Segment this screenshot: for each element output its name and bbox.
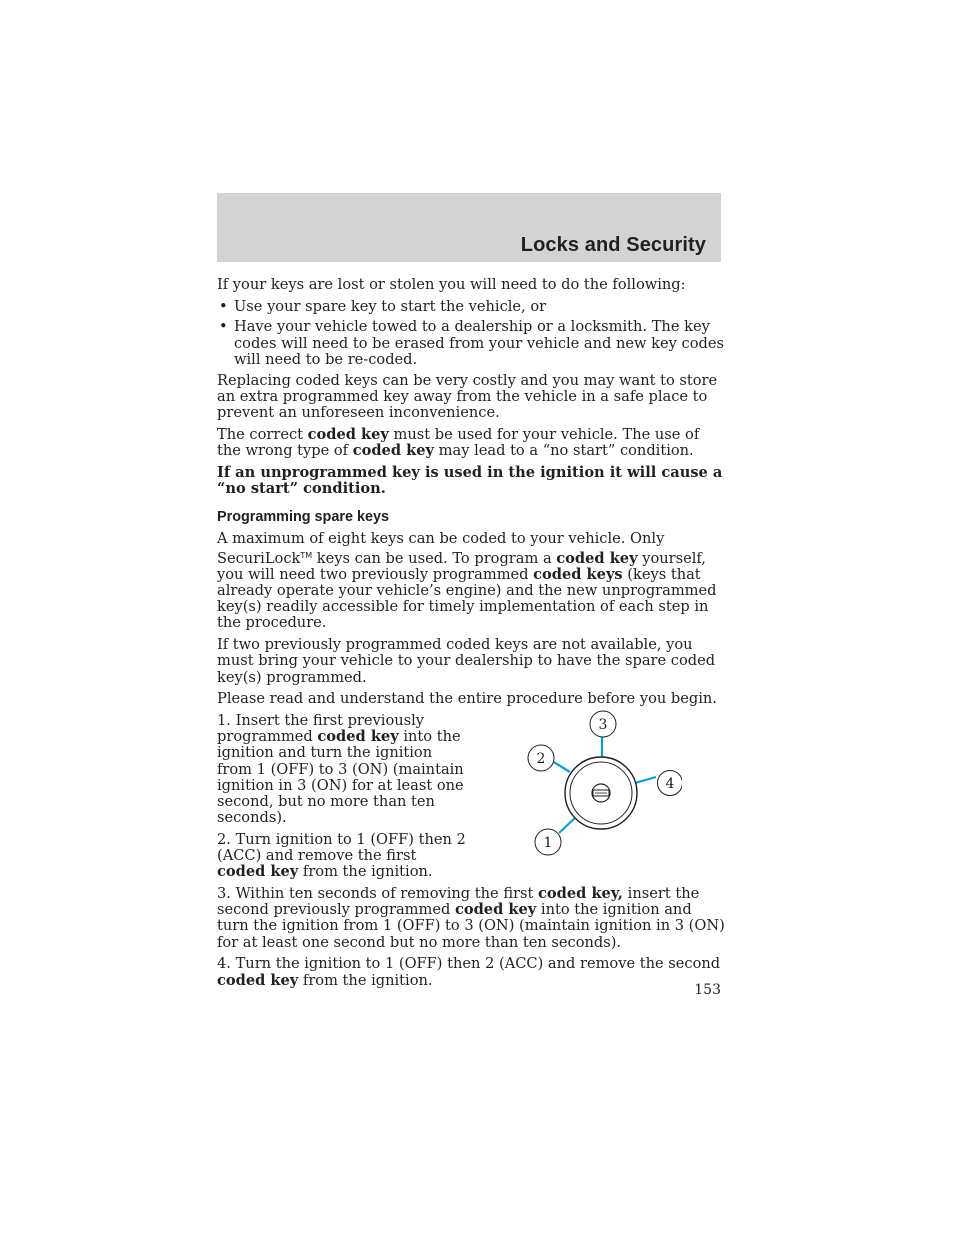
svg-text:3: 3 <box>598 716 608 733</box>
bold-term: coded key <box>307 426 389 444</box>
text-run: yourself, you will need two previously programmed <box>217 549 706 583</box>
bullet-mark: • <box>219 297 228 315</box>
list-item <box>217 299 725 315</box>
page-content <box>217 277 725 994</box>
dealer-paragraph: If two previously programmed coded keys are not available, you must bring your vehicle to your dealership to have the spare coded key(s) programmed. <box>217 636 716 686</box>
text-run: may lead to a “no start” condition. <box>434 442 694 460</box>
text-run: 1. Insert the first previously programmed <box>217 711 425 746</box>
list-item-text: Use your spare key to start the vehicle, or <box>234 297 547 315</box>
section-title: Locks and Security <box>520 234 706 256</box>
position-label-3 <box>590 711 616 737</box>
text-run: from the ignition. <box>298 863 433 881</box>
text-run: 2. Turn ignition to 1 (OFF) then 2 (ACC) and remove the first <box>217 830 466 865</box>
position-label-4 <box>658 770 683 795</box>
ignition-diagram <box>522 705 682 865</box>
keyhole-icon <box>592 784 610 802</box>
position-line-4 <box>635 777 656 783</box>
bold-term: coded key <box>352 442 435 460</box>
replacing-keys-paragraph: Replacing coded keys can be very costly and you may want to store an extra programmed key away from the vehicle in a safe place to prevent an unforeseen inconvenience. <box>217 372 718 422</box>
trademark-mark: TM <box>300 550 313 560</box>
bold-term: coded key <box>317 728 399 746</box>
text-run: insert the second previously programmed <box>217 885 700 919</box>
step-1 <box>217 713 469 826</box>
section-subheading: Programming spare keys <box>217 509 389 526</box>
text-run: into the ignition and turn the ignition from 1 (OFF) to 3 (ON) (maintain ignition in 3 (ON) for at least one second but no more than ten seconds). <box>217 901 725 951</box>
svg-text:2: 2 <box>536 750 546 767</box>
text-run: must be used for your vehicle. The use of the wrong type of <box>217 426 700 460</box>
svg-text:1: 1 <box>543 834 553 851</box>
text-run: into the ignition and turn the ignition from 1 (OFF) to 3 (ON) (maintain ignition in 3 (ON) for at least one second, but no more than ten seconds). <box>217 728 464 827</box>
bold-term: coded key, <box>538 885 624 902</box>
correct-key-paragraph <box>217 427 725 459</box>
bold-term: coded keys <box>533 565 623 583</box>
position-label-2 <box>528 745 554 771</box>
text-run: The correct <box>217 426 308 444</box>
bold-term: coded key <box>217 971 299 989</box>
text-run: (keys that already operate your vehicle’s engine) and the new unprogrammed key(s) readily accessible for timely implementation of each step in the procedure. <box>217 565 717 632</box>
text-run: from the ignition. <box>298 971 433 989</box>
text-run: 3. Within ten seconds of removing the first <box>217 885 539 902</box>
lost-keys-list <box>217 299 725 368</box>
intro-paragraph: If your keys are lost or stolen you will need to do the following: <box>217 276 686 293</box>
bullet-mark: • <box>219 318 228 336</box>
procedure-steps <box>217 713 725 989</box>
svg-text:4: 4 <box>665 775 675 792</box>
bold-term: coded key <box>454 901 537 919</box>
position-line-1 <box>559 816 577 833</box>
text-run: keys can be used. To program a <box>312 549 557 567</box>
text-run: A maximum of eight keys can be coded to your vehicle. Only SecuriLock <box>217 530 665 567</box>
step-4 <box>217 956 725 988</box>
read-procedure-paragraph: Please read and understand the entire procedure before you begin. <box>217 690 717 708</box>
section-header-band <box>217 193 721 262</box>
list-item-text: Have your vehicle towed to a dealership or a locksmith. The key codes will need to be erased from your vehicle and new key codes will need to be re-coded. <box>234 318 724 368</box>
maximum-keys-paragraph <box>217 531 725 631</box>
text-run: 4. Turn the ignition to 1 (OFF) then 2 (ACC) and remove the second <box>217 955 721 973</box>
bold-term: coded key <box>217 863 299 881</box>
step-3 <box>217 886 725 951</box>
warning-text: If an unprogrammed key is used in the ignition it will cause a “no start” condition. <box>217 464 723 498</box>
warning-paragraph <box>217 465 725 497</box>
list-item <box>217 319 725 368</box>
position-line-2 <box>552 761 570 772</box>
bold-term: coded key <box>556 549 638 567</box>
position-label-1 <box>535 829 561 855</box>
page-number: 153 <box>694 982 721 998</box>
step-2 <box>217 832 469 881</box>
